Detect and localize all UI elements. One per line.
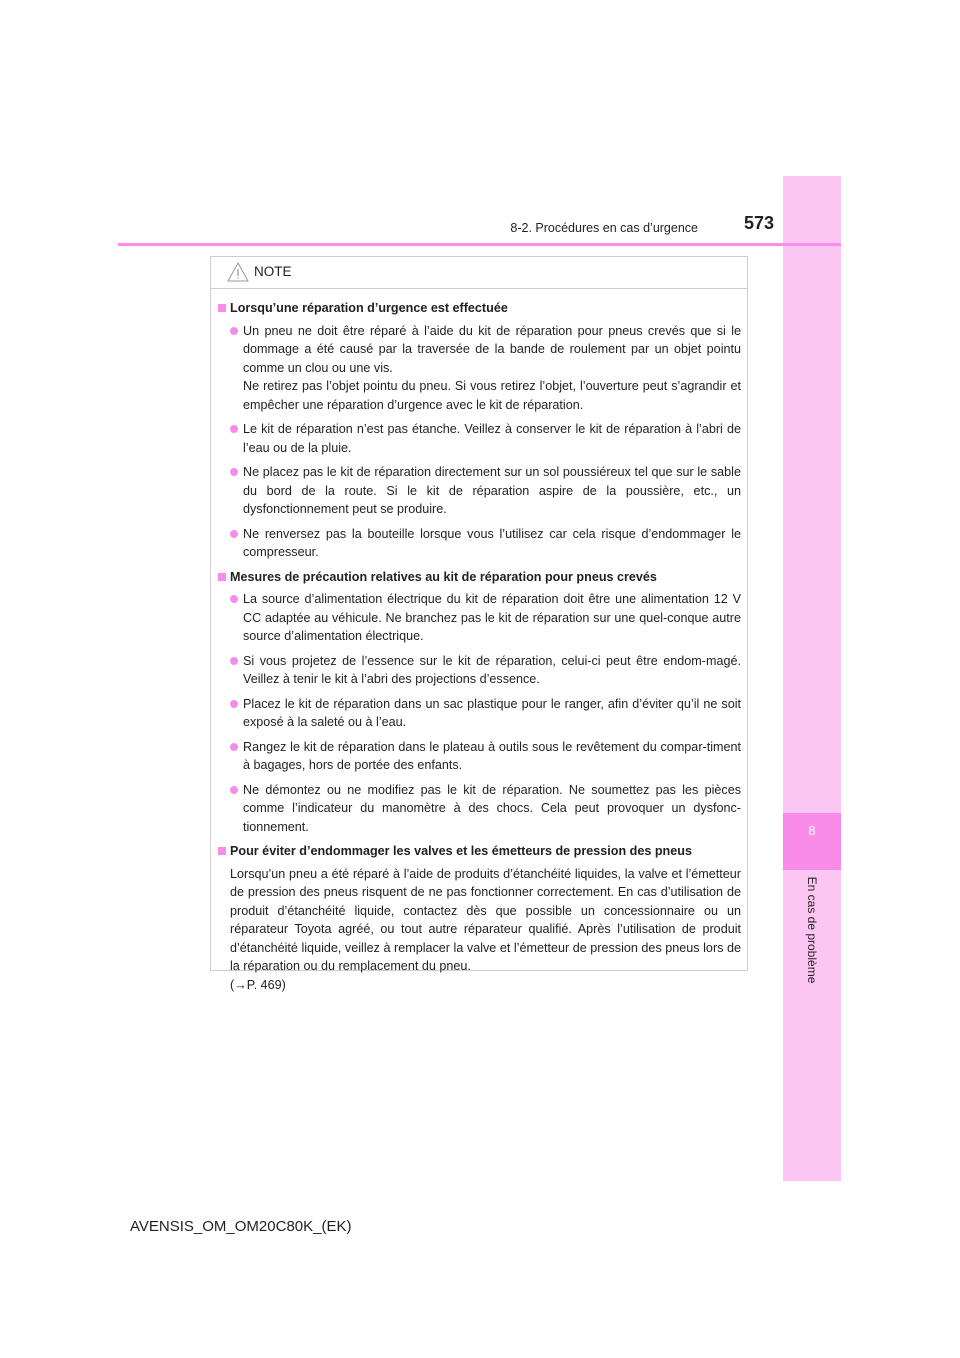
warning-triangle-icon <box>227 262 249 282</box>
bullet-item: Ne placez pas le kit de réparation directement sur un sol poussiéreux tel que sur le sable du bord de la route. Si le kit de réparation aspire de la poussière, etc., un dysfonctionnement peut se produire. <box>218 463 741 519</box>
bullet-item: Placez le kit de réparation dans un sac plastique pour le ranger, afin d’éviter qu’il ne soit exposé à la saleté ou à l’eau. <box>218 695 741 732</box>
page-number: 573 <box>744 213 775 233</box>
bullet-item: Le kit de réparation n’est pas étanche. Veillez à conserver le kit de réparation à l’abri de l’eau ou de la pluie. <box>218 420 741 457</box>
section-heading: Lorsqu’une réparation d’urgence est effectuée <box>218 299 741 318</box>
section-heading: Mesures de précaution relatives au kit de réparation pour pneus crevés <box>218 568 741 587</box>
bullet-item: La source d’alimentation électrique du kit de réparation doit être une alimentation 12 V CC adaptée au véhicule. Ne branchez pas le kit de réparation sur une quel-conque autre source d’alimentation électrique. <box>218 590 741 646</box>
chapter-side-tab <box>783 176 841 1181</box>
section-title: 8-2. Procédures en cas d’urgence <box>510 221 698 235</box>
bullet-item: Ne démontez ou ne modifiez pas le kit de réparation. Ne soumettez pas les pièces comme l’indicateur du manomètre à des chocs. Cela peut provoquer un dysfonc-tionnement. <box>218 781 741 837</box>
chapter-number: 8 <box>808 823 816 838</box>
bullet-text: Un pneu ne doit être réparé à l’aide du kit de réparation pour pneus crevés que si le dommage a été causé par la traversée de la bande de roulement par un objet pointu comme un clou ou une vis. <box>243 323 741 375</box>
note-body <box>211 289 747 994</box>
note-box <box>210 256 748 992</box>
page-reference: (→P. 469) <box>230 977 286 992</box>
paragraph-text: Lorsqu’un pneu a été réparé à l’aide de produits d’étanchéité liquides, la valve et l’émetteur de pression des pneus risquent de ne pas fonctionner correctement. En cas d’utilisation de produit d’étanchéité liquide, contactez dès que possible un concessionnaire ou un réparateur Toyota agréé, ou tout autre réparateur qualifié. Après l’utilisation de produit d’étanchéité liquide, veillez à remplacer la valve et l’émetteur de pression des pneus lors de la réparation ou du remplacement du pneu. <box>230 866 741 973</box>
header-rule <box>118 243 841 246</box>
chapter-title: En cas de problème <box>805 876 819 984</box>
bullet-text: Ne retirez pas l’objet pointu du pneu. Si vous retirez l’objet, l’ouverture peut s’agrandir et empêcher une réparation d’urgence avec le kit de réparation. <box>243 379 741 412</box>
note-label: NOTE <box>254 264 292 279</box>
bullet-item <box>218 322 741 415</box>
note-header <box>211 257 747 289</box>
document-code: AVENSIS_OM_OM20C80K_(EK) <box>130 1218 352 1235</box>
bullet-item: Ne renversez pas la bouteille lorsque vous l’utilisez car cela risque d’endommager le compresseur. <box>218 525 741 562</box>
chapter-number-block <box>783 813 841 870</box>
bullet-item: Si vous projetez de l’essence sur le kit de réparation, celui-ci peut être endom-magé. Veillez à tenir le kit à l’abri des projections d’essence. <box>218 652 741 689</box>
bullet-item: Rangez le kit de réparation dans le plateau à outils sous le revêtement du compar-timent à bagages, hors de portée des enfants. <box>218 738 741 775</box>
section-heading: Pour éviter d’endommager les valves et les émetteurs de pression des pneus <box>218 842 741 861</box>
section-paragraph <box>218 865 741 995</box>
